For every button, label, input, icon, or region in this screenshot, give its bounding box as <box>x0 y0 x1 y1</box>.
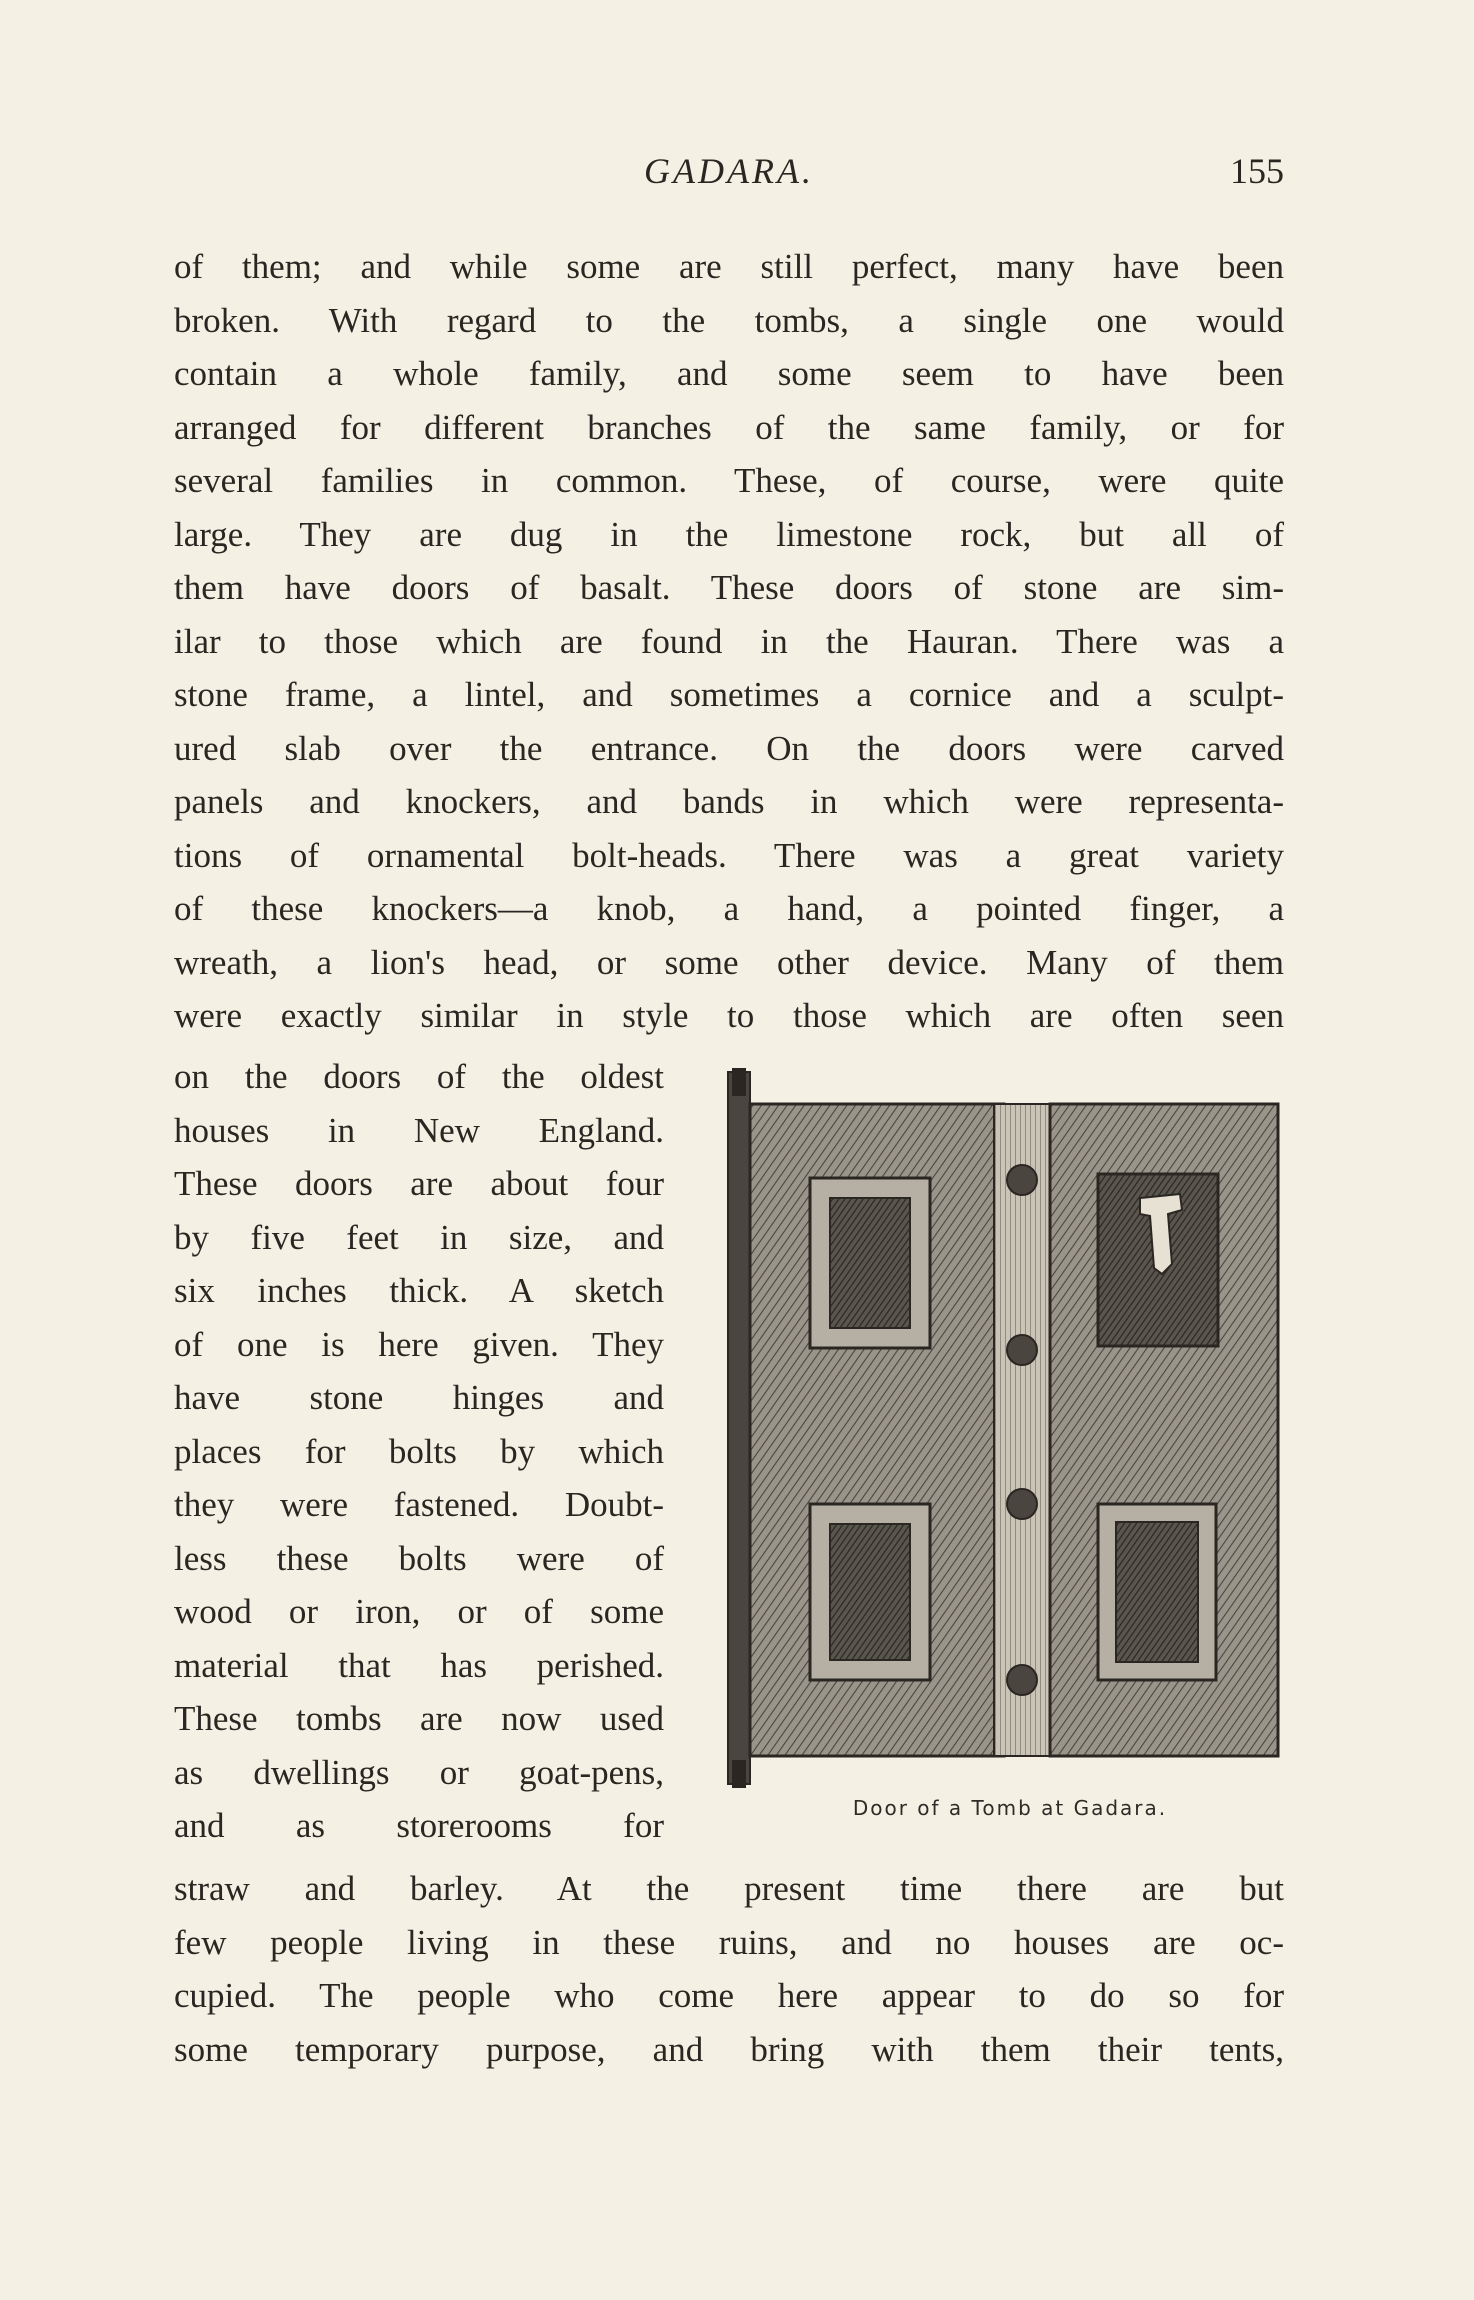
text-line: they were fastened. Doubt- <box>174 1485 664 1524</box>
text-line: These doors are about four <box>174 1164 664 1203</box>
text-line: some temporary purpose, and bring with them their tents, <box>174 2029 1284 2069</box>
text-line: straw and barley. At the present time there are but <box>174 1869 1284 1908</box>
text-line: panels and knockers, and bands in which were representa- <box>174 782 1284 821</box>
page-header <box>174 150 1284 200</box>
text-line: ilar to those which are found in the Hauran. There was a <box>174 621 1284 661</box>
text-line: large. They are dug in the limestone rock, but all of <box>174 514 1284 554</box>
text-line: places for bolts by which <box>174 1431 664 1471</box>
text-line: as dwellings or goat-pens, <box>174 1752 664 1792</box>
text-line: of one is here given. They <box>174 1324 664 1364</box>
text-line: less these bolts were of <box>174 1538 664 1578</box>
text-line: material that has perished. <box>174 1645 664 1685</box>
panel-bottom-right <box>1098 1504 1216 1680</box>
body-text-bottom <box>174 1862 1284 2076</box>
text-line: have stone hinges and <box>174 1378 664 1417</box>
text-line: cupied. The people who come here appear to do so for <box>174 1976 1284 2015</box>
text-line: them have doors of basalt. These doors of stone are sim- <box>174 568 1284 607</box>
panel-top-left <box>810 1178 930 1348</box>
center-band <box>994 1104 1050 1756</box>
knocker-panel <box>1098 1174 1218 1346</box>
bolt-head-icon <box>1007 1165 1037 1195</box>
page-number: 155 <box>1230 151 1284 191</box>
text-line: contain a whole family, and some seem to have been <box>174 354 1284 393</box>
running-title: GADARA. <box>644 151 814 191</box>
text-line: houses in New England. <box>174 1110 664 1150</box>
figure-caption: Door of a Tomb at Gadara. <box>852 1796 1168 1820</box>
bolt-head-icon <box>1007 1335 1037 1365</box>
text-line: six inches thick. A sketch <box>174 1271 664 1310</box>
text-line: of these knockers—a knob, a hand, a pointed finger, a <box>174 889 1284 928</box>
text-line: several families in common. These, of course, were quite <box>174 461 1284 500</box>
text-line: broken. With regard to the tombs, a single one would <box>174 300 1284 340</box>
text-line: These tombs are now used <box>174 1699 664 1738</box>
panel-bottom-left <box>810 1504 930 1680</box>
bolt-head-icon <box>1007 1665 1037 1695</box>
body-text-wrapped <box>174 1050 664 1853</box>
text-line: few people living in these ruins, and no houses are oc- <box>174 1922 1284 1962</box>
tomb-door-figure <box>710 1068 1284 1828</box>
text-line: arranged for different branches of the same family, or for <box>174 407 1284 447</box>
text-line: by five feet in size, and <box>174 1217 664 1257</box>
text-line: and as storerooms for <box>174 1806 664 1845</box>
text-line: ured slab over the entrance. On the doors were carved <box>174 728 1284 768</box>
body-text-top <box>174 240 1284 1043</box>
text-line: wood or iron, or of some <box>174 1592 664 1631</box>
text-line: wreath, a lion's head, or some other device. Many of them <box>174 942 1284 982</box>
text-line: were exactly similar in style to those which are often seen <box>174 996 1284 1035</box>
text-line: stone frame, a lintel, and sometimes a cornice and a sculpt- <box>174 675 1284 714</box>
text-line: tions of ornamental bolt-heads. There was a great variety <box>174 835 1284 875</box>
text-line: of them; and while some are still perfect, many have been <box>174 247 1284 286</box>
hinge-post <box>728 1072 750 1784</box>
bolt-head-icon <box>1007 1489 1037 1519</box>
tomb-door-illustration <box>710 1068 1284 1788</box>
text-line: on the doors of the oldest <box>174 1057 664 1096</box>
